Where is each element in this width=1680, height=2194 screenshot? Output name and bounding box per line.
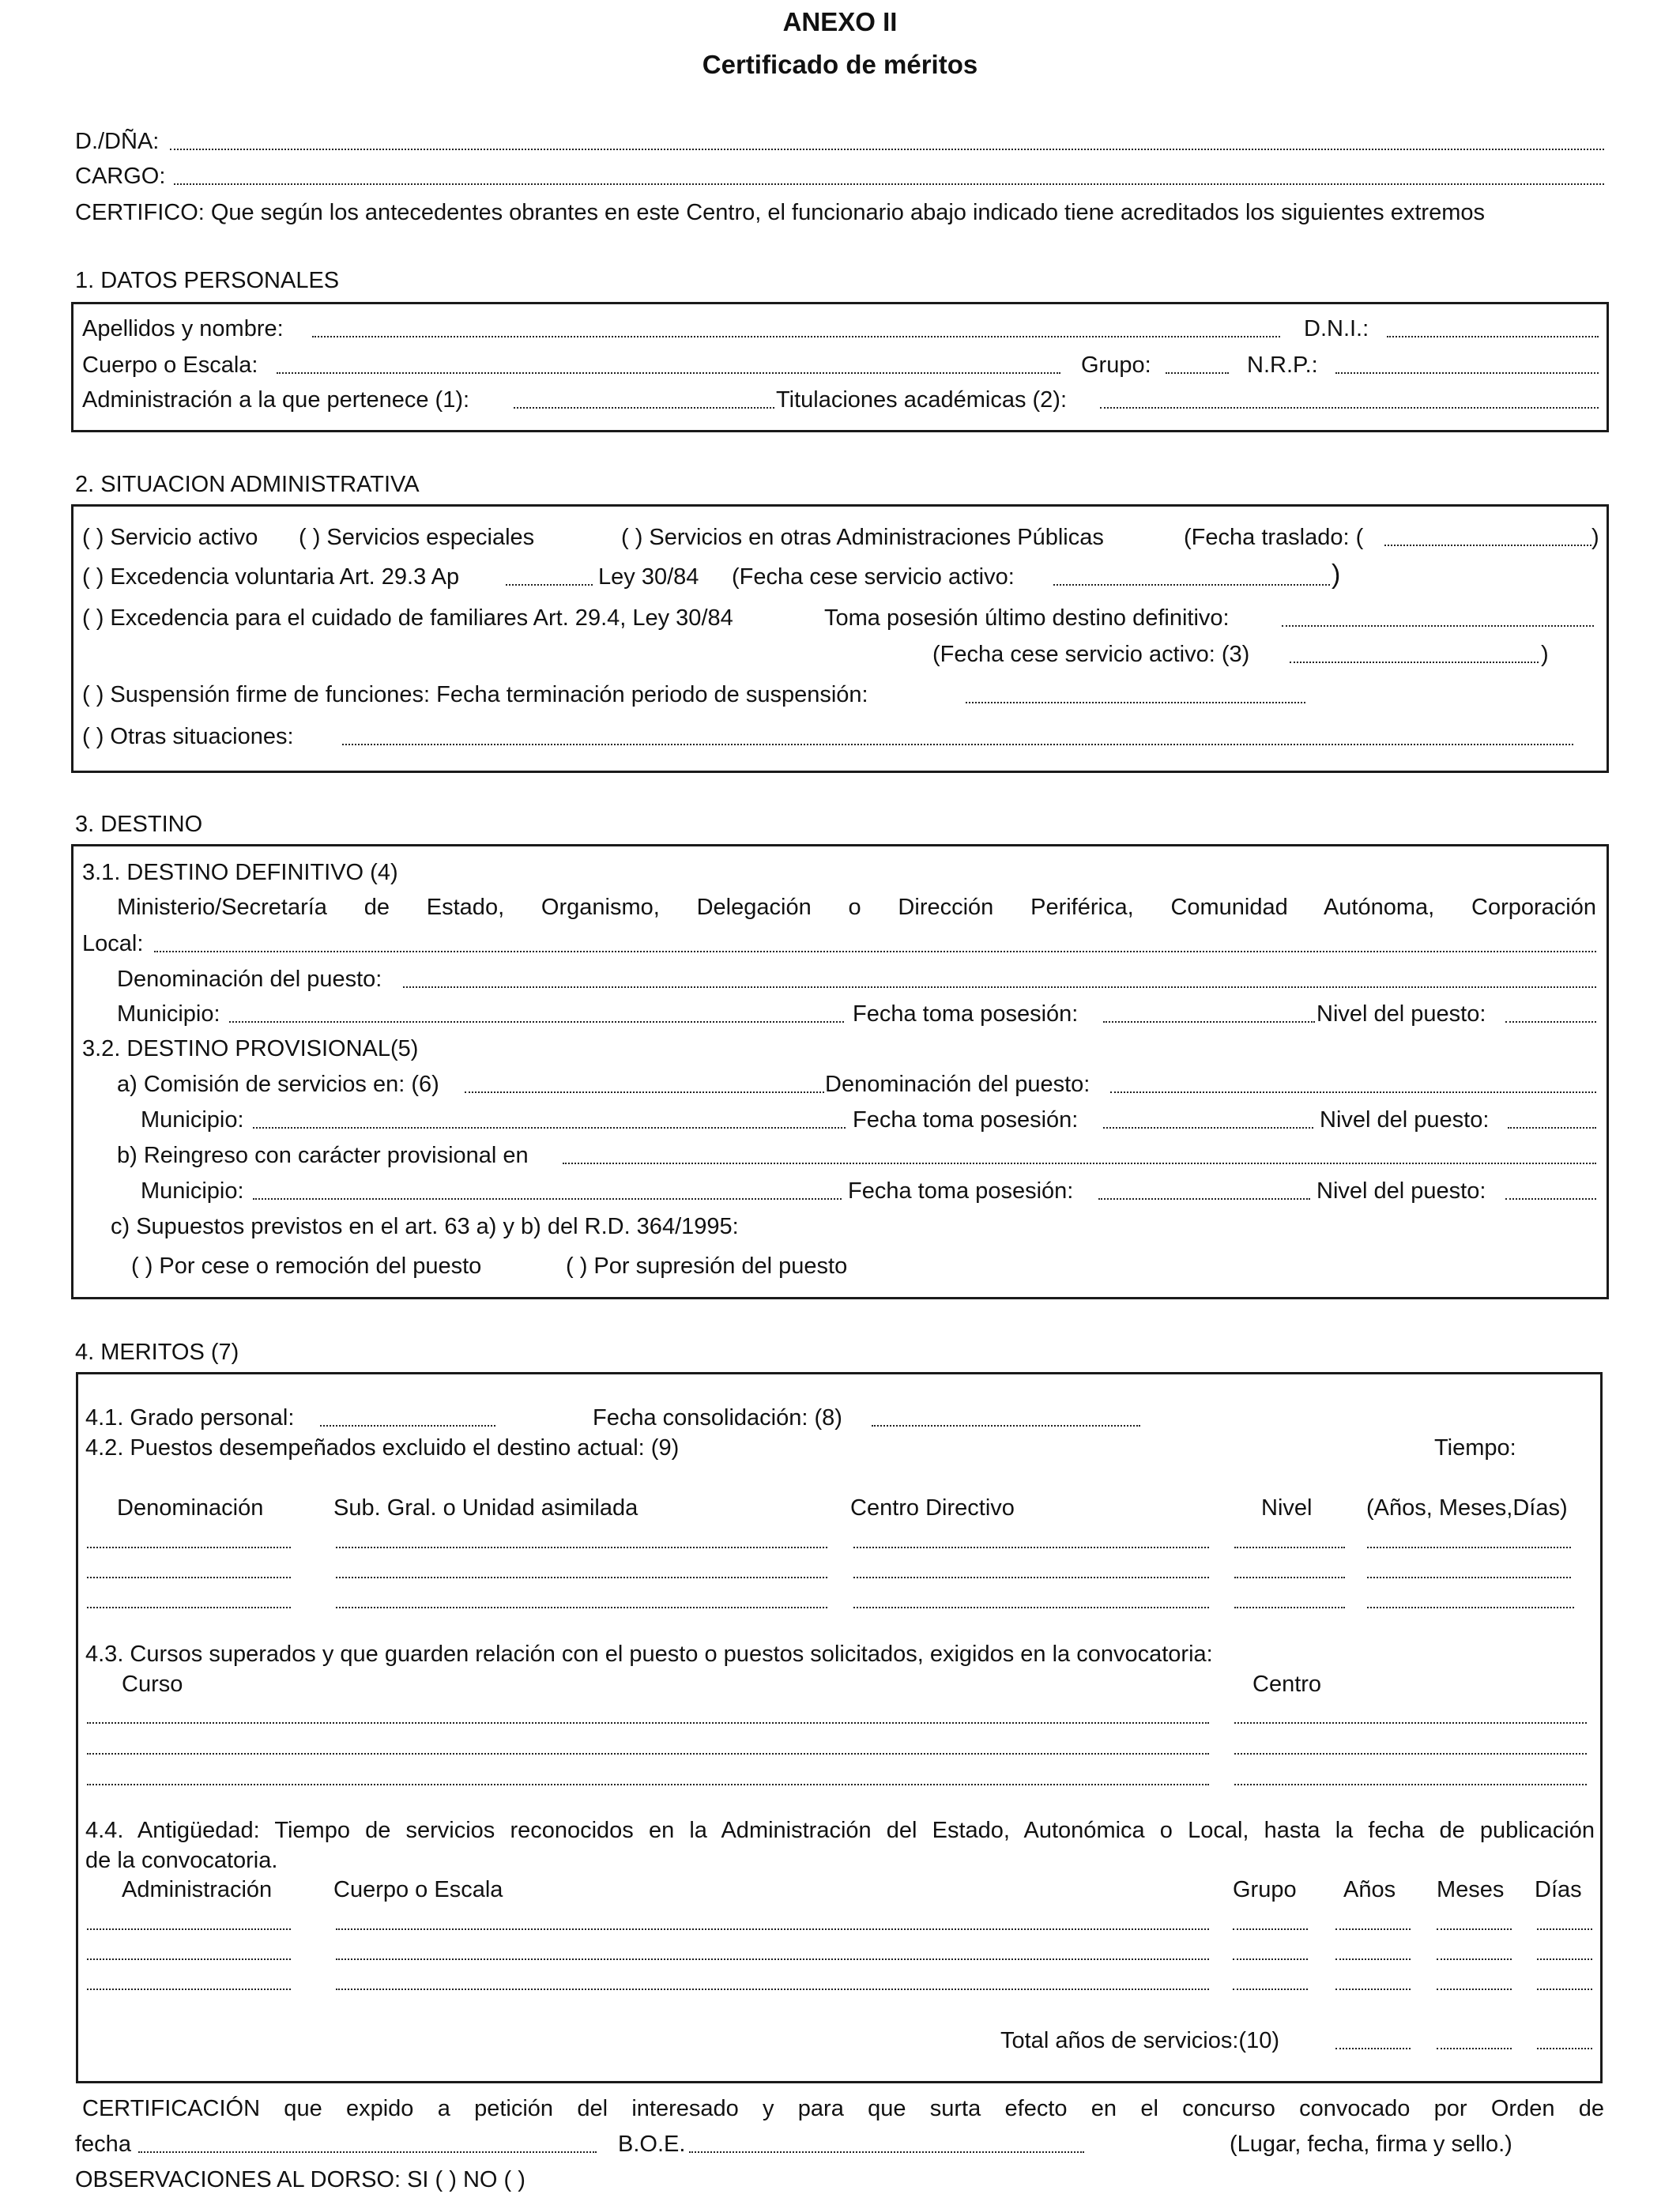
cuerpo-fill-line[interactable] [277,372,1060,374]
puestos-label: 4.2. Puestos desempeñados excluido el destino actual: (9) [85,1435,680,1461]
supuestos-label: c) Supuestos previstos en el art. 63 a) y b) del R.D. 364/1995: [111,1214,739,1239]
titulaciones-fill-line[interactable] [1100,407,1599,409]
puesto-centro-line[interactable] [853,1607,1209,1608]
reingreso-municipio-label: Municipio: [141,1178,244,1204]
destino-definitivo-heading: 3.1. DESTINO DEFINITIVO (4) [82,860,398,885]
comision-fill-line[interactable] [465,1091,824,1093]
toma-posesion-fill-line[interactable] [1282,625,1594,627]
certificacion-text: CERTIFICACIÓN que expido a petición del interesado y para que surta efecto en el concurso convocado por Orden de [82,2096,1604,2121]
antig-anos-line[interactable] [1335,1958,1411,1960]
total-anos-line[interactable] [1335,2048,1411,2049]
titulaciones-label: Titulaciones académicas (2): [776,387,1068,413]
antig-admin-line[interactable] [87,1989,291,1990]
toma-posesion-label: Toma posesión último destino definitivo: [824,605,1230,631]
boe-label: B.O.E. [618,2132,686,2157]
apellidos-label: Apellidos y nombre: [82,316,284,341]
antig-grupo-line[interactable] [1233,1928,1308,1930]
puesto-denominacion-line[interactable] [87,1547,291,1548]
antig-admin-line[interactable] [87,1958,291,1960]
fecha-fill-line[interactable] [138,2151,597,2153]
puesto-subgral-line[interactable] [336,1547,827,1548]
curso-line[interactable] [87,1784,1209,1785]
antiguedad-label-2: de la convocatoria. [85,1848,278,1873]
col-anos: Años [1343,1877,1396,1902]
antig-meses-line[interactable] [1437,1989,1512,1990]
municipio-fill-line[interactable] [229,1021,844,1023]
section-4-heading: 4. MERITOS (7) [75,1340,239,1365]
puesto-subgral-line[interactable] [336,1577,827,1578]
col-centro-directivo: Centro Directivo [850,1495,1015,1521]
fecha-cese-3-label: (Fecha cese servicio activo: (3) [932,642,1250,667]
total-label: Total años de servicios:(10) [1000,2028,1279,2053]
antig-cuerpo-line[interactable] [336,1958,1209,1960]
servicios-especiales-option[interactable]: ( ) Servicios especiales [299,525,535,550]
annex-title: ANEXO II [782,7,898,36]
reingreso-fill-line[interactable] [563,1163,1596,1164]
grado-fill-line[interactable] [320,1425,495,1427]
nrp-fill-line[interactable] [1335,372,1599,374]
fecha-cese-label: (Fecha cese servicio activo: [732,564,1015,590]
puesto-subgral-line[interactable] [336,1607,827,1608]
antig-grupo-line[interactable] [1233,1989,1308,1990]
cargo-fill-line[interactable] [174,183,1604,185]
supresion-option[interactable]: ( ) Por supresión del puesto [566,1253,848,1279]
antig-dias-line[interactable] [1537,1958,1592,1960]
puesto-tiempo-line[interactable] [1367,1547,1571,1548]
local-label: Local: [82,931,144,956]
puesto-nivel-line[interactable] [1234,1547,1345,1548]
fecha-cese-fill-line[interactable] [1053,584,1330,586]
certifico-text: CERTIFICO: Que según los antecedentes obrantes en este Centro, el funcionario abajo indicado tiene acreditados los siguientes extremos [75,200,1485,225]
curso-centro-line[interactable] [1234,1784,1587,1785]
excedencia-ap-fill-line[interactable] [506,584,593,586]
comision-denominacion-fill-line[interactable] [1110,1091,1596,1093]
comision-nivel-fill-line[interactable] [1508,1127,1596,1129]
col-meses: Meses [1437,1877,1505,1902]
puesto-denominacion-line[interactable] [87,1607,291,1608]
cese-option[interactable]: ( ) Por cese o remoción del puesto [131,1253,482,1279]
puesto-nivel-line[interactable] [1234,1607,1345,1608]
document-title: Certificado de méritos [702,50,978,79]
antig-admin-line[interactable] [87,1928,291,1930]
cargo-label: CARGO: [75,164,166,189]
antig-cuerpo-line[interactable] [336,1989,1209,1990]
antiguedad-label: 4.4. Antigüedad: Tiempo de servicios reconocidos en la Administración del Estado, Autonómica o Local, hasta la fecha de publicación [85,1818,1595,1843]
meritos-box [76,1372,1603,2083]
fecha-toma-label: Fecha toma posesión: [853,1001,1079,1027]
total-meses-line[interactable] [1437,2048,1512,2049]
fecha-consolidacion-label: Fecha consolidación: (8) [593,1405,842,1431]
puesto-nivel-line[interactable] [1234,1577,1345,1578]
reingreso-label: b) Reingreso con carácter provisional en [117,1143,529,1168]
ministerio-label: Ministerio/Secretaría de Estado, Organismo, Delegación o Dirección Periférica, Comunidad Autónoma, Corporación [117,895,1596,920]
dni-label: D.N.I.: [1304,316,1369,341]
nrp-label: N.R.P.: [1247,352,1318,378]
grado-label: 4.1. Grado personal: [85,1405,295,1431]
administracion-label: Administración a la que pertenece (1): [82,387,470,413]
fecha-label: fecha [75,2132,131,2157]
reingreso-fecha-toma-fill-line[interactable] [1098,1198,1310,1200]
ley-label: Ley 30/84 [598,564,699,590]
col-nivel: Nivel [1261,1495,1313,1521]
boe-fill-line[interactable] [689,2151,1084,2153]
tiempo-label: Tiempo: [1434,1435,1516,1461]
puesto-denominacion-line[interactable] [87,1577,291,1578]
local-fill-line[interactable] [154,951,1596,952]
puesto-centro-line[interactable] [853,1577,1209,1578]
nivel-fill-line[interactable] [1505,1021,1596,1023]
comision-label: a) Comisión de servicios en: (6) [117,1072,439,1097]
puesto-centro-line[interactable] [853,1547,1209,1548]
col-denominacion: Denominación [117,1495,264,1521]
curso-line[interactable] [87,1722,1209,1724]
comision-municipio-fill-line[interactable] [253,1127,846,1129]
antig-anos-line[interactable] [1335,1989,1411,1990]
curso-centro-line[interactable] [1234,1722,1587,1724]
comision-nivel-label: Nivel del puesto: [1320,1107,1490,1133]
dna-fill-line[interactable] [170,149,1604,150]
denominacion-label: Denominación del puesto: [117,967,382,992]
section-2-heading: 2. SITUACION ADMINISTRATIVA [75,472,420,497]
fecha-toma-fill-line[interactable] [1103,1021,1315,1023]
antig-dias-line[interactable] [1537,1989,1592,1990]
otras-situaciones-fill-line[interactable] [342,744,1573,745]
municipio-label: Municipio: [117,1001,220,1027]
comision-fecha-toma-label: Fecha toma posesión: [853,1107,1079,1133]
grupo-fill-line[interactable] [1166,372,1229,374]
col-administracion: Administración [122,1877,273,1902]
puesto-tiempo-line[interactable] [1367,1607,1574,1608]
antig-dias-line[interactable] [1537,1928,1592,1930]
dni-fill-line[interactable] [1387,336,1599,337]
antig-cuerpo-line[interactable] [336,1928,1209,1930]
excedencia-familiares-option[interactable]: ( ) Excedencia para el cuidado de familiares Art. 29.4, Ley 30/84 [82,605,733,631]
denominacion-fill-line[interactable] [403,986,1596,988]
dna-label: D./DÑA: [75,129,160,154]
antig-meses-line[interactable] [1437,1958,1512,1960]
total-dias-line[interactable] [1537,2048,1592,2049]
col-centro: Centro [1252,1672,1322,1697]
administracion-fill-line[interactable] [514,407,774,409]
reingreso-nivel-label: Nivel del puesto: [1317,1178,1486,1204]
grupo-label: Grupo: [1081,352,1151,378]
col-tiempo: (Años, Meses,Días) [1366,1495,1568,1521]
apellidos-fill-line[interactable] [312,336,1280,337]
col-cuerpo: Cuerpo o Escala [333,1877,503,1902]
reingreso-municipio-fill-line[interactable] [253,1198,842,1200]
destino-provisional-heading: 3.2. DESTINO PROVISIONAL(5) [82,1036,419,1061]
fecha-traslado-fill-line[interactable] [1384,545,1591,546]
comision-fecha-toma-fill-line[interactable] [1103,1127,1313,1129]
fecha-cese-close: ) [1332,560,1341,590]
fecha-traslado-label: (Fecha traslado: ( [1184,525,1364,550]
antig-meses-line[interactable] [1437,1928,1512,1930]
section-3-heading: 3. DESTINO [75,812,203,837]
col-curso: Curso [122,1672,183,1697]
curso-centro-line[interactable] [1234,1753,1587,1755]
antig-grupo-line[interactable] [1233,1958,1308,1960]
cursos-label: 4.3. Cursos superados y que guarden relación con el puesto o puestos solicitados, exigidos en la convocatoria: [85,1642,1213,1667]
curso-line[interactable] [87,1753,1209,1755]
comision-municipio-label: Municipio: [141,1107,244,1133]
col-grupo: Grupo [1233,1877,1297,1902]
servicio-activo-option[interactable]: ( ) Servicio activo [82,525,258,550]
observaciones-label: OBSERVACIONES AL DORSO: SI ( ) NO ( ) [75,2167,525,2192]
fecha-traslado-close: ) [1591,525,1599,550]
section-1-heading: 1. DATOS PERSONALES [75,268,340,293]
nivel-label: Nivel del puesto: [1317,1001,1486,1027]
otras-situaciones-option[interactable]: ( ) Otras situaciones: [82,724,294,749]
fecha-consolidacion-fill-line[interactable] [872,1425,1140,1427]
comision-denominacion-label: Denominación del puesto: [825,1072,1090,1097]
suspension-option[interactable]: ( ) Suspensión firme de funciones: Fecha terminación periodo de suspensión: [82,682,868,707]
col-dias: Días [1535,1877,1582,1902]
reingreso-nivel-fill-line[interactable] [1505,1198,1596,1200]
excedencia-voluntaria-option[interactable]: ( ) Excedencia voluntaria Art. 29.3 Ap [82,564,460,590]
antig-anos-line[interactable] [1335,1928,1411,1930]
fecha-cese-3-close: ) [1541,642,1549,667]
otras-administraciones-option[interactable]: ( ) Servicios en otras Administraciones Públicas [621,525,1104,550]
reingreso-fecha-toma-label: Fecha toma posesión: [848,1178,1074,1204]
col-subgral: Sub. Gral. o Unidad asimilada [333,1495,638,1521]
cuerpo-label: Cuerpo o Escala: [82,352,258,378]
lugar-label: (Lugar, fecha, firma y sello.) [1230,2132,1512,2157]
suspension-fill-line[interactable] [966,702,1305,703]
fecha-cese-3-fill-line[interactable] [1290,662,1539,663]
puesto-tiempo-line[interactable] [1367,1577,1571,1578]
